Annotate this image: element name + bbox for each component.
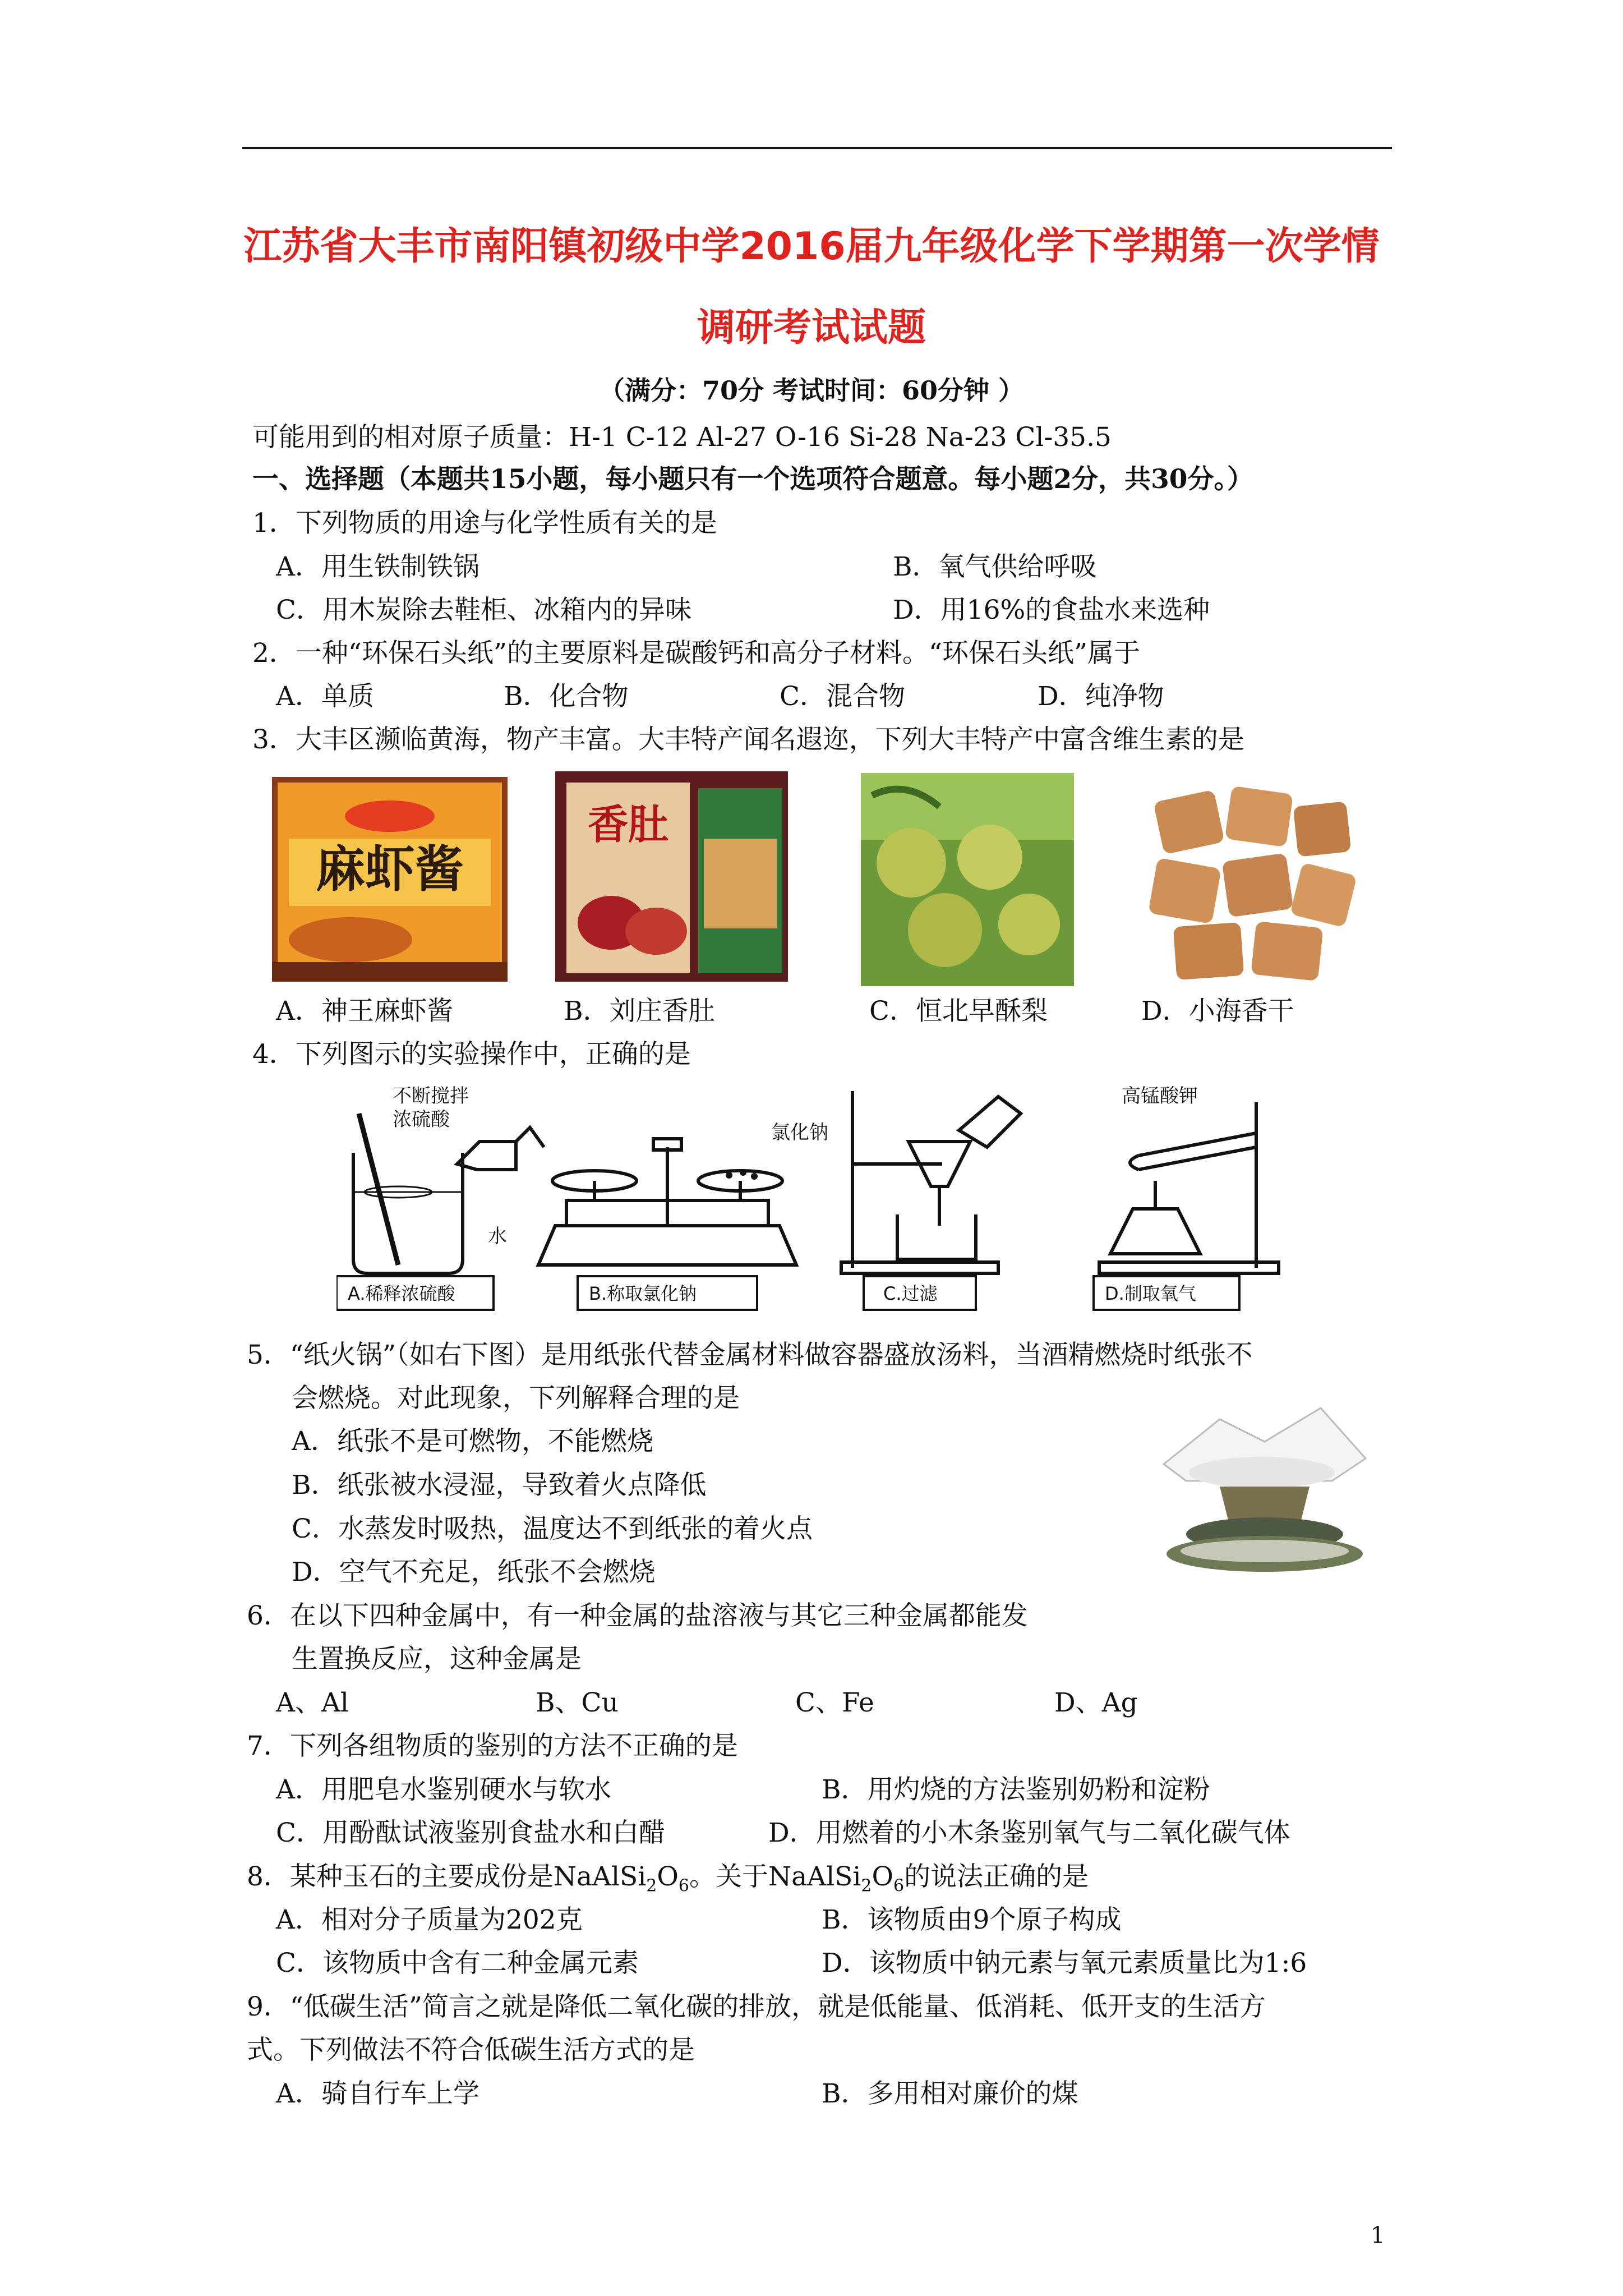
q3-option-a: A．神王麻虾酱	[276, 996, 453, 1027]
label-stir: 不断搅拌	[393, 1085, 469, 1107]
q1-option-b: B．氧气供给呼吸	[893, 551, 1097, 582]
q6-option-a: A、Al	[276, 1687, 349, 1718]
q2-option-d: D．纯净物	[1038, 681, 1164, 712]
q7-option-a: A．用肥皂水鉴别硬水与软水	[276, 1774, 611, 1805]
q5-option-b: B．纸张被水浸湿，导致着火点降低	[292, 1470, 707, 1501]
q7-option-b: B．用灼烧的方法鉴别奶粉和淀粉	[822, 1774, 1210, 1805]
q1-option-c: C．用木炭除去鞋柜、冰箱内的异味	[276, 595, 691, 625]
exam-title-line1: 江苏省大丰市南阳镇初级中学2016届九年级化学下学期第一次学情	[243, 224, 1380, 269]
section-heading: 一、选择题（本题共15小题，每小题只有一个选项符合题意。每小题2分，共30分。）	[252, 464, 1254, 495]
label-nacl: 氯化钠	[771, 1121, 828, 1144]
caption-c: C.过滤	[883, 1283, 938, 1304]
atomic-masses: 可能用到的相对原子质量：H-1 C-12 Al-27 O-16 Si-28 Na-23 Cl-35.5	[252, 422, 1112, 453]
exam-title-line2: 调研考试试题	[697, 306, 926, 350]
q5-stem-line1: 5．“纸火锅”（如右下图）是用纸张代替金属材料做容器盛放汤料，当酒精燃烧时纸张不	[247, 1340, 1253, 1370]
oxygen-prep-figure	[1099, 1102, 1279, 1273]
caption-b: B.称取氯化钠	[589, 1283, 697, 1304]
q9-option-b: B．多用相对廉价的煤	[822, 2078, 1078, 2109]
exam-subtitle: （满分：70分 考试时间：60分钟 ）	[598, 375, 1025, 406]
q1-stem: 1．下列物质的用途与化学性质有关的是	[252, 508, 717, 539]
dried-tofu-photo	[1136, 773, 1360, 986]
q1-option-a: A．用生铁制铁锅	[276, 551, 479, 582]
q7-option-d: D．用燃着的小木条鉴别氧气与二氧化碳气体	[768, 1818, 1290, 1848]
q7-stem: 7．下列各组物质的鉴别的方法不正确的是	[247, 1731, 738, 1761]
sausage-package-photo	[555, 771, 788, 982]
q7-option-c: C．用酚酞试液鉴别食盐水和白醋	[276, 1818, 665, 1848]
q3-option-d: D．小海香干	[1141, 996, 1294, 1027]
q2-stem: 2．一种“环保石头纸”的主要原料是碳酸钙和高分子材料。“环保石头纸”属于	[252, 638, 1141, 669]
shrimp-paste-photo	[272, 777, 508, 982]
q6-option-d: D、Ag	[1054, 1687, 1138, 1718]
filtration-figure	[841, 1091, 1021, 1273]
q8-stem: 8．某种玉石的主要成份是$NaAlSi_2O_6$。关于$NaAlSi_2O_6$的说法正确的是	[247, 1861, 1089, 1896]
q3-stem: 3．大丰区濒临黄海，物产丰富。大丰特产闻名遐迩，下列大丰特产中富含维生素的是	[252, 724, 1244, 755]
q9-stem-line2: 式。下列做法不符合低碳生活方式的是	[247, 2035, 695, 2065]
q2-option-c: C．混合物	[780, 681, 905, 712]
q9-option-a: A．骑自行车上学	[276, 2078, 479, 2109]
q9-stem-line1: 9．“低碳生活”简言之就是降低二氧化碳的排放，就是低能量、低消耗、低开支的生活方	[247, 1991, 1266, 2022]
shrimp-paste-label: 麻虾酱	[315, 840, 464, 898]
caption-d: D.制取氧气	[1105, 1283, 1196, 1304]
q8-option-d: D．该物质中钠元素与氧元素质量比为1:6	[822, 1948, 1307, 1978]
q5-option-c: C．水蒸发时吸热，温度达不到纸张的着火点	[292, 1513, 813, 1544]
dilute-acid-figure	[353, 1114, 544, 1273]
q6-option-b: B、Cu	[536, 1687, 619, 1718]
q3-option-c: C．恒北早酥梨	[869, 996, 1048, 1027]
balance-figure	[538, 1139, 796, 1265]
header-rule	[242, 147, 1392, 149]
label-acid: 浓硫酸	[393, 1108, 450, 1131]
q8-option-b: B．该物质由9个原子构成	[822, 1904, 1122, 1935]
paper-hotpot-photo	[1152, 1397, 1371, 1593]
lab-operations-diagram	[336, 1080, 1312, 1315]
sausage-label: 香肚	[587, 801, 669, 848]
q8-option-a: A．相对分子质量为202克	[276, 1904, 583, 1935]
q2-option-b: B．化合物	[504, 681, 629, 712]
page-number: 1	[1371, 2223, 1385, 2248]
q6-stem-line2: 生置换反应，这种金属是	[292, 1644, 582, 1674]
q4-stem: 4．下列图示的实验操作中，正确的是	[252, 1039, 691, 1070]
q5-option-d: D．空气不充足，纸张不会燃烧	[292, 1557, 656, 1588]
q5-stem-line2: 会燃烧。对此现象，下列解释合理的是	[292, 1383, 740, 1414]
q8-option-c: C．该物质中含有二种金属元素	[276, 1948, 639, 1978]
q6-option-c: C、Fe	[795, 1687, 874, 1718]
q3-option-b: B．刘庄香肚	[564, 996, 715, 1027]
q1-option-d: D．用16%的食盐水来选种	[893, 595, 1210, 625]
label-kmno4: 高锰酸钾	[1122, 1085, 1198, 1107]
label-water: 水	[488, 1225, 507, 1248]
pears-photo	[861, 773, 1074, 986]
caption-a: A.稀释浓硫酸	[348, 1283, 455, 1304]
q2-option-a: A．单质	[276, 681, 374, 712]
q5-option-a: A．纸张不是可燃物，不能燃烧	[292, 1426, 653, 1457]
q6-stem-line1: 6．在以下四种金属中，有一种金属的盐溶液与其它三种金属都能发	[247, 1600, 1028, 1631]
